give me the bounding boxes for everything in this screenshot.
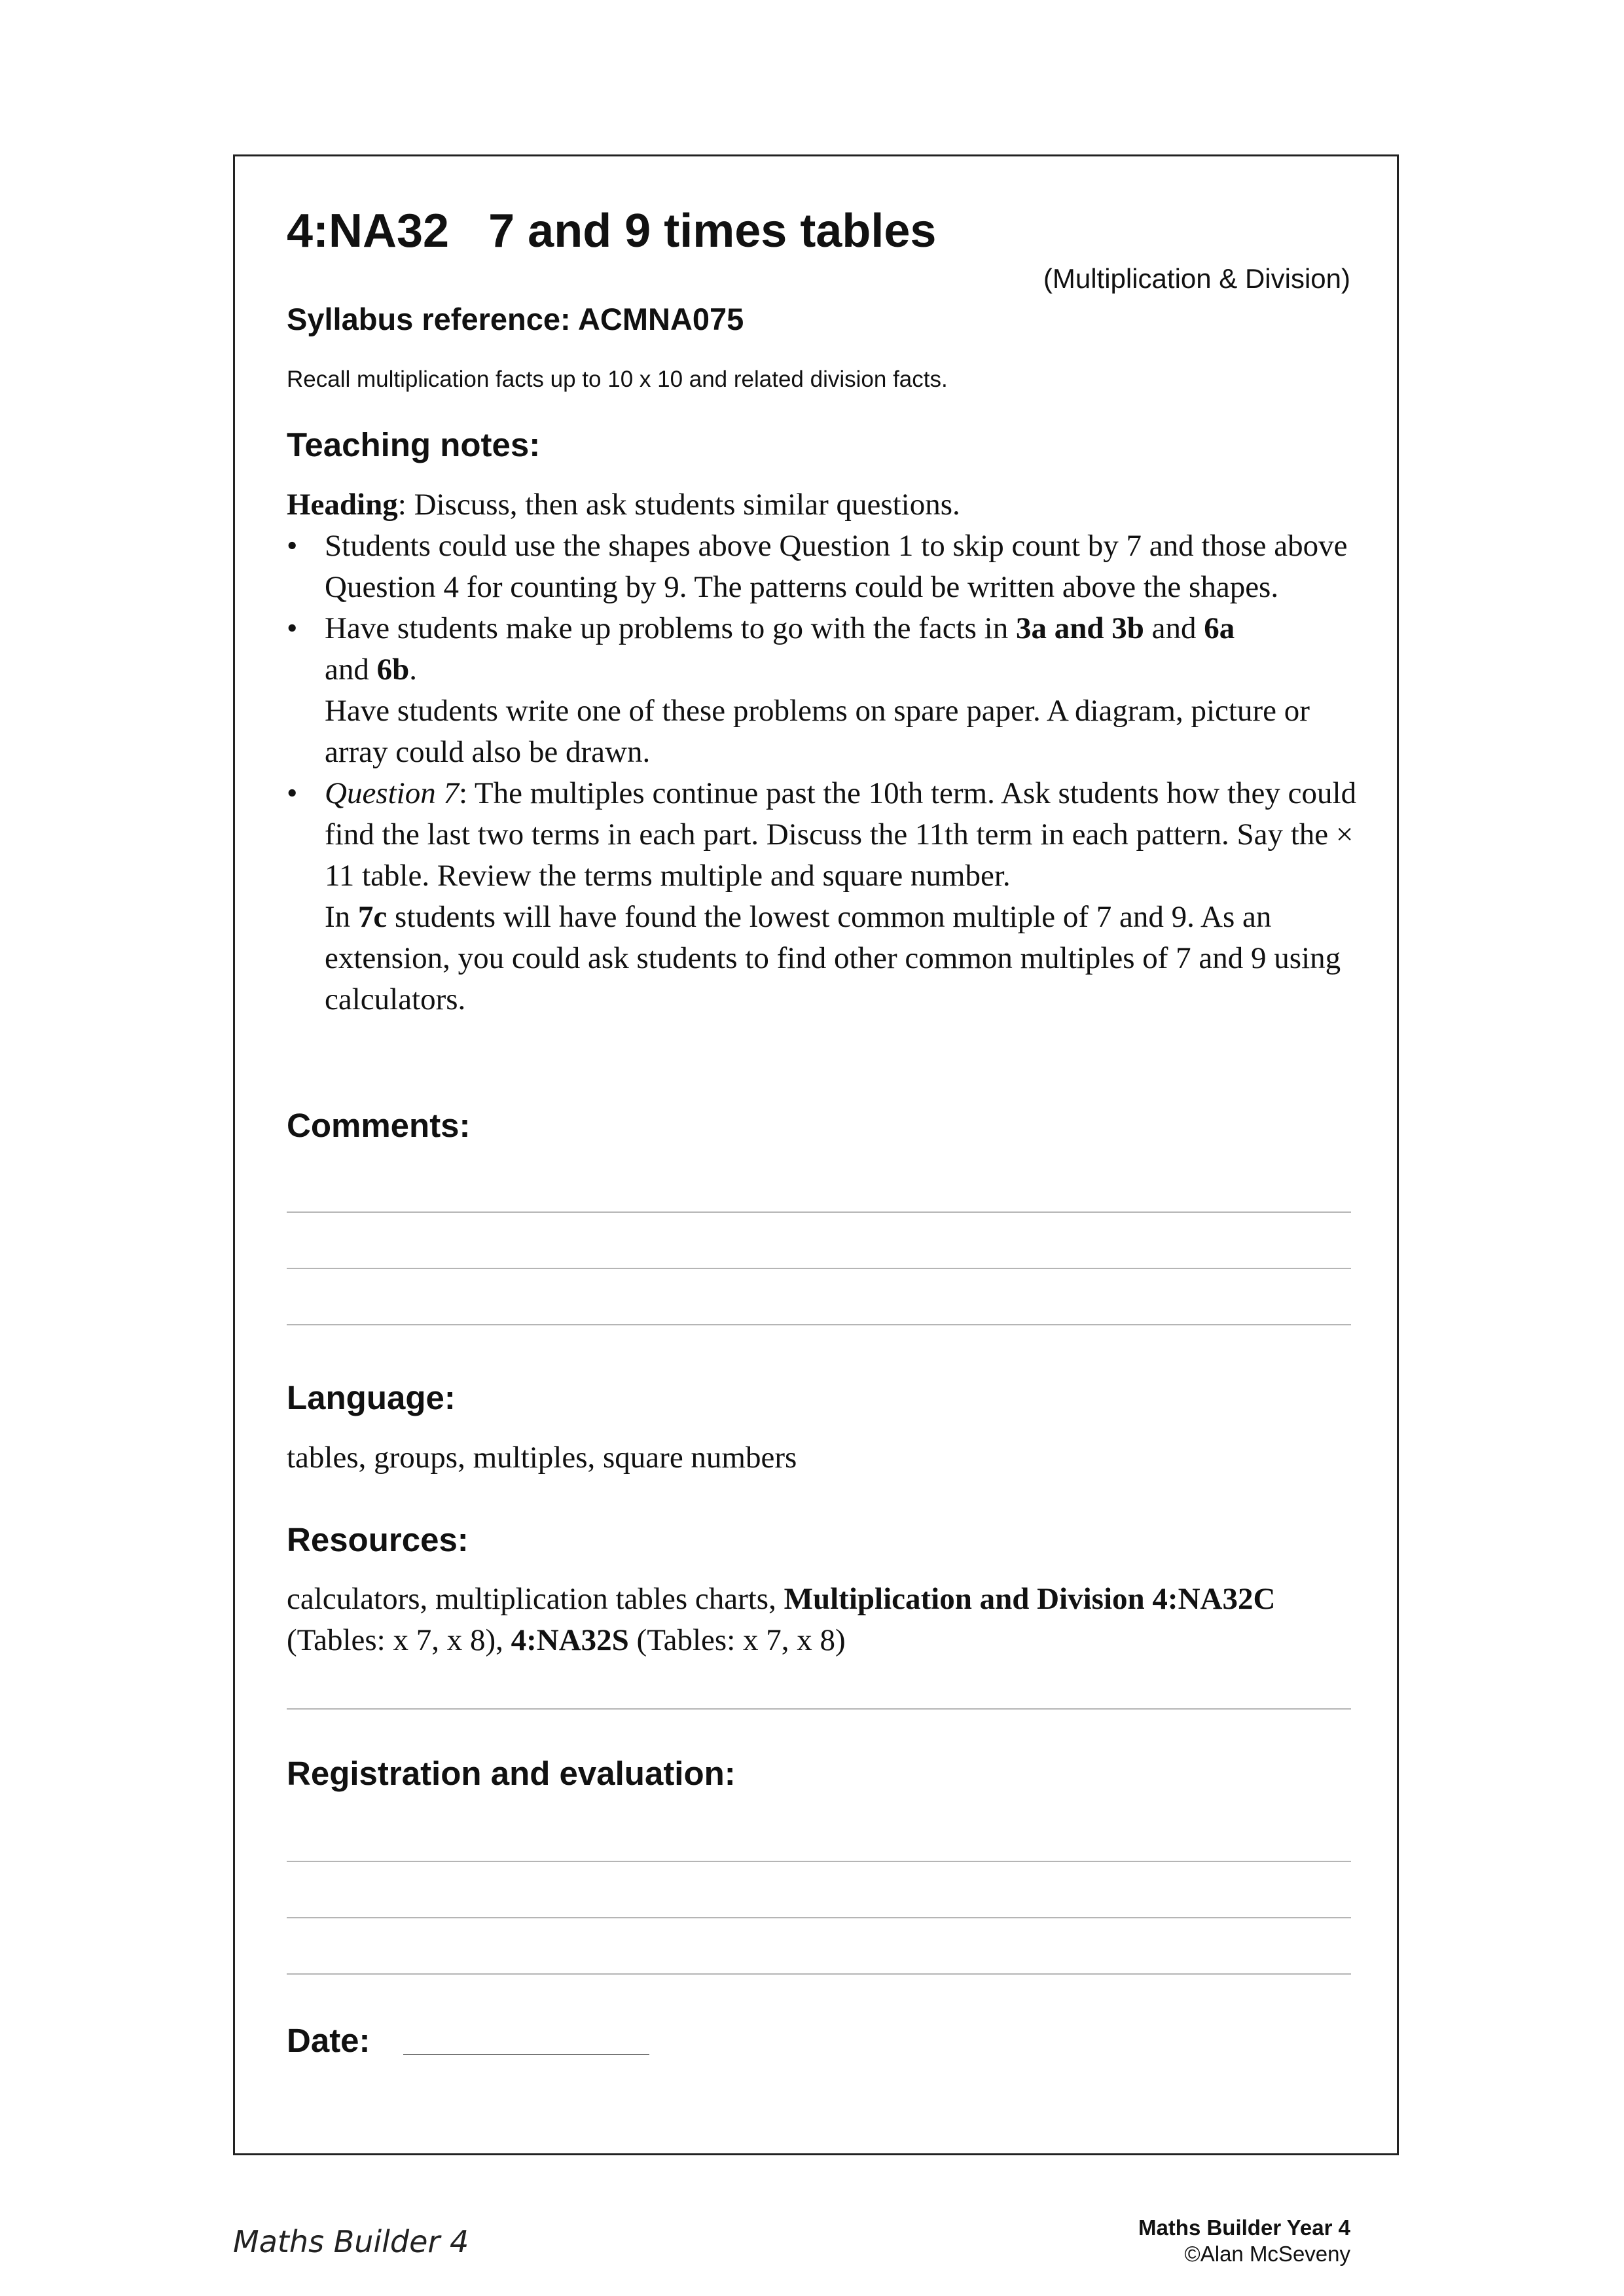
list-item-text: Students could use the shapes above Question 1 to skip count by 7 and those above Question 4 for counting by 9. The patterns could be written above the shapes. — [325, 529, 1348, 604]
syllabus-description: Recall multiplication facts up to 10 x 10 and related division facts. — [287, 367, 948, 392]
list-item-bold: 3a and 3b — [1016, 611, 1144, 645]
list-item-bold: 6b — [376, 653, 410, 687]
lesson-title: 7 and 9 times tables — [488, 205, 937, 257]
comments-line-2 — [287, 1268, 1351, 1269]
comments-line-3 — [287, 1324, 1351, 1325]
list-item-bold: 7c — [357, 900, 388, 934]
registration-line-2 — [287, 1917, 1351, 1918]
bullet-glyph: • — [287, 611, 298, 645]
language-text: tables, groups, multiples, square numbers — [287, 1441, 797, 1475]
registration-heading: Registration and evaluation: — [287, 1755, 736, 1792]
date-line — [403, 2054, 649, 2055]
list-item-bold: 6a — [1204, 611, 1235, 645]
resources-text — [287, 1579, 1373, 1661]
footer-book-title: Maths Builder 4 — [233, 2224, 469, 2259]
footer-credit — [1138, 2215, 1350, 2267]
list-item-text: In — [325, 900, 358, 934]
registration-line-3 — [287, 1973, 1351, 1975]
list-item-text: students will have found the lowest common multiple of 7 and 9. As an extension, you could ask students to find other common multiples of 7 and 9 using calculators. — [325, 900, 1341, 1016]
list-item-text: . — [409, 653, 418, 687]
resources-heading: Resources: — [287, 1521, 469, 1558]
teaching-notes-body — [287, 484, 1360, 1020]
registration-line-1 — [287, 1861, 1351, 1862]
footer-copyright: ©Alan McSeveny — [1184, 2242, 1350, 2266]
resources-text-part: calculators, multiplication tables charts, — [287, 1582, 784, 1616]
bullet-glyph: • — [287, 529, 298, 563]
syllabus-reference: Syllabus reference: ACMNA075 — [287, 302, 744, 336]
resources-line — [287, 1708, 1351, 1710]
lesson-code: 4:NA32 — [287, 205, 450, 257]
footer-brand: Maths Builder Year 4 — [1138, 2215, 1350, 2240]
bullet-glyph: • — [287, 776, 298, 810]
date-label: Date: — [287, 2022, 370, 2059]
resources-bold: Multiplication and Division 4:NA32C — [784, 1582, 1276, 1616]
list-item-text: : The multiples continue past the 10th term. Ask students how they could find the last two terms in each part. Discuss the 11th term in each pattern. Say the × 11 table. Review the terms multiple and square number. — [325, 776, 1357, 893]
list-item — [287, 608, 1360, 773]
notes-list — [287, 526, 1360, 1020]
page-title — [287, 204, 936, 258]
list-item-italic: Question 7 — [325, 776, 459, 810]
list-item-text: Have students make up problems to go with the facts in — [325, 611, 1016, 645]
resources-text-part: (Tables: x 7, x 8), — [287, 1623, 511, 1657]
intro-text: : Discuss, then ask students similar questions. — [397, 488, 960, 522]
list-item-text: and — [1144, 611, 1204, 645]
list-item — [287, 526, 1360, 608]
list-item — [287, 773, 1360, 1020]
language-heading: Language: — [287, 1379, 456, 1416]
resources-bold: 4:NA32S — [511, 1623, 629, 1657]
teaching-notes-heading: Teaching notes: — [287, 426, 541, 463]
comments-line-1 — [287, 1211, 1351, 1213]
list-item-text: Have students write one of these problems on spare paper. A diagram, picture or array could also be drawn. — [325, 694, 1310, 769]
topic-category: (Multiplication & Division) — [1043, 263, 1350, 294]
intro-bold: Heading — [287, 488, 398, 522]
list-item-text: and — [325, 653, 377, 687]
resources-text-part: (Tables: x 7, x 8) — [628, 1623, 846, 1657]
notes-intro — [287, 484, 1360, 526]
comments-heading: Comments: — [287, 1107, 471, 1144]
